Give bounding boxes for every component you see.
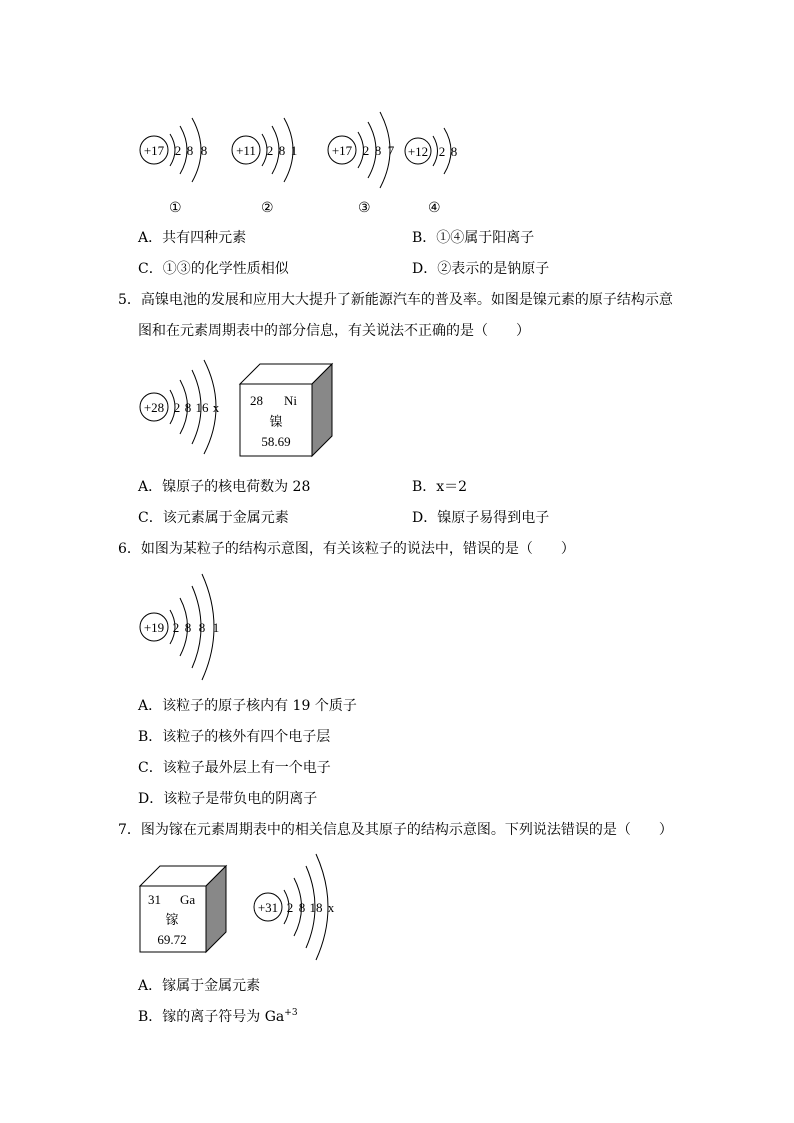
q4-atom-3-shell-1: 2 — [362, 143, 370, 158]
q5-option-c[interactable]: C．该元素属于金属元素 — [138, 510, 289, 526]
q6-option-d[interactable]: D．该粒子是带负电的阴离子 — [138, 791, 318, 807]
q7-element-symbol: Ga — [180, 892, 196, 907]
q7-option-b[interactable] — [138, 1008, 298, 1026]
q4-option-c[interactable]: C．①③的化学性质相似 — [138, 261, 289, 277]
q6-option-b[interactable]: B．该粒子的核外有四个电子层 — [138, 729, 331, 745]
q4-atom-2-diagram — [228, 112, 318, 192]
q5-stem-line-2: 图和在元素周期表中的部分信息，有关说法不正确的是（ ） — [138, 323, 530, 339]
q5-atom-shell-4: x — [212, 400, 220, 415]
q5-element-mass: 58.69 — [261, 434, 291, 449]
q5-atom-nucleus: +28 — [143, 400, 165, 415]
q7-element-mass: 69.72 — [157, 932, 187, 947]
q6-option-a[interactable]: A．该粒子的原子核内有 19 个质子 — [138, 698, 357, 714]
q7-atom-shell-3: 18 — [309, 900, 323, 915]
q6-atom-shell-3: 8 — [198, 620, 206, 635]
q4-atom-3-label: ③ — [358, 200, 371, 216]
q6-option-c[interactable]: C．该粒子最外层上有一个电子 — [138, 760, 331, 776]
q7-option-a[interactable]: A．镓属于金属元素 — [138, 978, 261, 994]
q7-element-name: 镓 — [165, 913, 179, 928]
q4-option-b[interactable]: B．①④属于阳离子 — [412, 230, 535, 246]
q7-option-b-charge: +3 — [284, 1008, 298, 1018]
q4-atom-1-diagram — [136, 112, 226, 192]
q7-atom-nucleus: +31 — [257, 900, 279, 915]
q5-element-symbol: Ni — [284, 393, 297, 408]
q7-atom-shell-1: 2 — [286, 900, 294, 915]
q6-atom-nucleus: +19 — [143, 620, 165, 635]
q4-atom-2-label: ② — [261, 200, 274, 216]
q4-atom-1-shell-1: 2 — [174, 143, 182, 158]
q5-stem-line-1: 5．高镍电池的发展和应用大大提升了新能源汽车的普及率。如图是镍元素的原子结构示意 — [118, 292, 673, 308]
q4-atom-1-shell-3: 8 — [200, 143, 208, 158]
q7-gallium-element-cube — [138, 864, 230, 954]
q5-atom-shell-1: 2 — [173, 400, 181, 415]
q4-atom-2-shell-2: 8 — [278, 143, 286, 158]
q5-nickel-element-cube — [238, 362, 336, 458]
q5-option-d[interactable]: D．镍原子易得到电子 — [412, 510, 550, 526]
q4-atom-2-shell-1: 2 — [266, 143, 274, 158]
q4-atom-3-nucleus: +17 — [331, 143, 353, 158]
q5-atom-shell-2: 8 — [184, 400, 192, 415]
q6-atom-diagram — [136, 568, 236, 688]
q6-atom-shell-2: 8 — [184, 620, 192, 635]
q4-atom-4-shell-2: 8 — [450, 144, 458, 159]
q4-option-a[interactable]: A．共有四种元素 — [138, 230, 247, 246]
q4-atom-3-shell-3: 7 — [387, 143, 395, 158]
q4-atom-1-shell-2: 8 — [186, 143, 194, 158]
q6-stem: 6．如图为某粒子的结构示意图，有关该粒子的说法中，错误的是（ ） — [118, 541, 575, 557]
q5-nickel-atom-diagram — [136, 352, 236, 462]
q4-atom-4-label: ④ — [428, 200, 441, 216]
q4-atom-3-shell-2: 8 — [374, 143, 382, 158]
q5-element-name: 镍 — [269, 415, 283, 430]
q5-atom-shell-3: 16 — [195, 400, 209, 415]
q5-option-a[interactable]: A．镍原子的核电荷数为 28 — [138, 479, 311, 495]
q4-atom-1-label: ① — [169, 200, 182, 216]
q4-atom-2-shell-3: 1 — [290, 143, 298, 158]
q4-atom-4-diagram — [402, 120, 472, 184]
q4-atom-3-diagram — [324, 104, 414, 194]
q4-atom-4-nucleus: +12 — [407, 144, 429, 159]
q4-option-d[interactable]: D．②表示的是钠原子 — [412, 261, 550, 277]
q5-option-b[interactable]: B．x＝2 — [412, 479, 468, 495]
q7-atom-shell-4: x — [327, 900, 335, 915]
q4-atom-2-nucleus: +11 — [236, 143, 256, 158]
q5-element-number: 28 — [250, 393, 263, 408]
q7-atom-shell-2: 8 — [298, 900, 306, 915]
q7-stem: 7．图为镓在元素周期表中的相关信息及其原子的结构示意图。下列说法错误的是（ ） — [118, 822, 673, 838]
q7-option-b-text: B．镓的离子符号为 Ga — [138, 1009, 285, 1025]
q4-atom-4-shell-1: 2 — [438, 144, 446, 159]
q6-atom-shell-4: 1 — [212, 620, 220, 635]
q6-atom-shell-1: 2 — [172, 620, 180, 635]
q4-atom-1-nucleus: +17 — [143, 143, 165, 158]
q7-element-number: 31 — [148, 892, 161, 907]
q7-gallium-atom-diagram — [250, 848, 350, 968]
